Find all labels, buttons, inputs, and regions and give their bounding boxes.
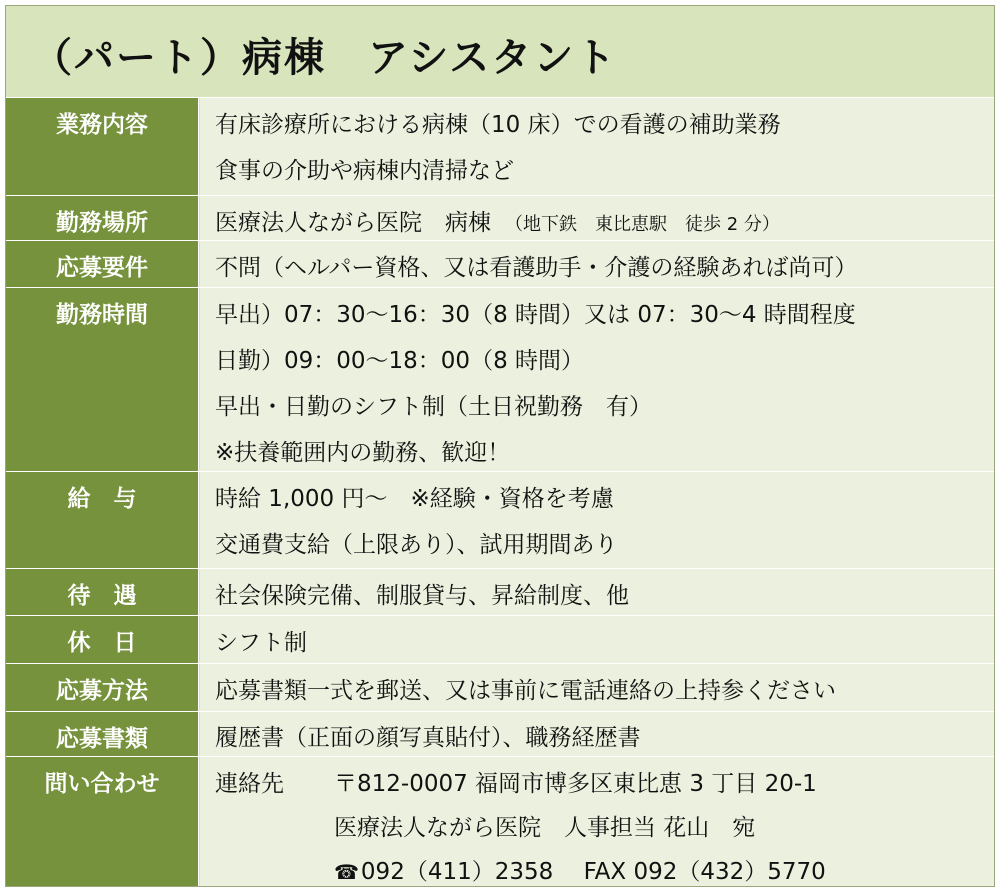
access-note: （地下鉄 東比恵駅 徒歩 2 分） bbox=[514, 214, 780, 235]
row-text: 時給 1,000 円～ ※経験・資格を考慮 bbox=[215, 486, 614, 512]
row-label: 応募書類 bbox=[6, 712, 199, 756]
row-content bbox=[200, 98, 994, 195]
row-text: 応募書類一式を郵送、又は事前に電話連絡の上持参ください bbox=[215, 678, 836, 704]
row-text: 食事の介助や病棟内清掃など bbox=[215, 158, 514, 184]
contact-address: 〒812-0007 福岡市博多区東比恵 3 丁目 20-1 bbox=[334, 771, 817, 797]
contact-phone-fax: 092（411）2358 FAX 092（432）5770 bbox=[360, 859, 826, 885]
row-text: ※扶養範囲内の勤務、歓迎！ bbox=[215, 440, 511, 466]
row-documents bbox=[6, 712, 994, 757]
row-holidays bbox=[6, 616, 994, 664]
row-label: 給 与 bbox=[6, 472, 199, 568]
row-label: 勤務場所 bbox=[6, 196, 199, 240]
row-duties bbox=[6, 98, 994, 196]
job-posting-sheet bbox=[5, 5, 995, 887]
row-content bbox=[200, 664, 994, 711]
row-content bbox=[200, 241, 994, 287]
row-text: 履歴書（正面の顔写真貼付）、職務経歴書 bbox=[215, 725, 641, 751]
contact-clinic: 医療法人ながら医院 人事担当 花山 宛 bbox=[334, 815, 756, 841]
row-text: 日勤）09：00～18：00（8 時間） bbox=[215, 348, 585, 374]
row-label: 応募方法 bbox=[6, 664, 199, 711]
row-label: 応募要件 bbox=[6, 241, 199, 287]
row-text: シフト制 bbox=[215, 630, 307, 656]
row-content bbox=[200, 472, 994, 568]
row-content bbox=[200, 616, 994, 663]
row-label: 勤務時間 bbox=[6, 288, 199, 471]
title-bar bbox=[6, 6, 994, 98]
row-benefits bbox=[6, 569, 994, 616]
row-label: 休 日 bbox=[6, 616, 199, 663]
phone-icon: ☎ bbox=[334, 860, 359, 884]
row-label: 問い合わせ bbox=[6, 757, 199, 886]
row-text: 早出）07：30～16：30（8 時間）又は 07：30～4 時間程度 bbox=[215, 302, 856, 328]
contact-label: 連絡先 bbox=[215, 771, 284, 797]
row-requirements bbox=[6, 241, 994, 288]
row-label: 待 遇 bbox=[6, 569, 199, 615]
row-workplace bbox=[6, 196, 994, 241]
row-text: 社会保険完備、制服貸与、昇給制度、他 bbox=[215, 583, 629, 609]
row-salary bbox=[6, 472, 994, 569]
row-text: 早出・日勤のシフト制（土日祝勤務 有） bbox=[215, 394, 652, 420]
row-content bbox=[200, 288, 994, 471]
row-label: 業務内容 bbox=[6, 98, 199, 195]
row-content bbox=[200, 712, 994, 756]
page-title: （パート）病棟 アシスタント bbox=[32, 35, 618, 81]
row-hours bbox=[6, 288, 994, 472]
workplace-text: 医療法人ながら医院 病棟 bbox=[215, 210, 514, 236]
row-text-line bbox=[215, 204, 780, 237]
row-content bbox=[200, 757, 994, 886]
row-application-method bbox=[6, 664, 994, 712]
row-contact bbox=[6, 757, 994, 886]
contact-phone-line bbox=[334, 853, 826, 886]
row-text: 交通費支給（上限あり）、試用期間あり bbox=[215, 532, 618, 558]
row-content bbox=[200, 196, 994, 240]
row-text: 有床診療所における病棟（10 床）での看護の補助業務 bbox=[215, 112, 781, 138]
row-content bbox=[200, 569, 994, 615]
row-text: 不問（ヘルパー資格、又は看護助手・介護の経験あれば尚可） bbox=[215, 255, 858, 281]
